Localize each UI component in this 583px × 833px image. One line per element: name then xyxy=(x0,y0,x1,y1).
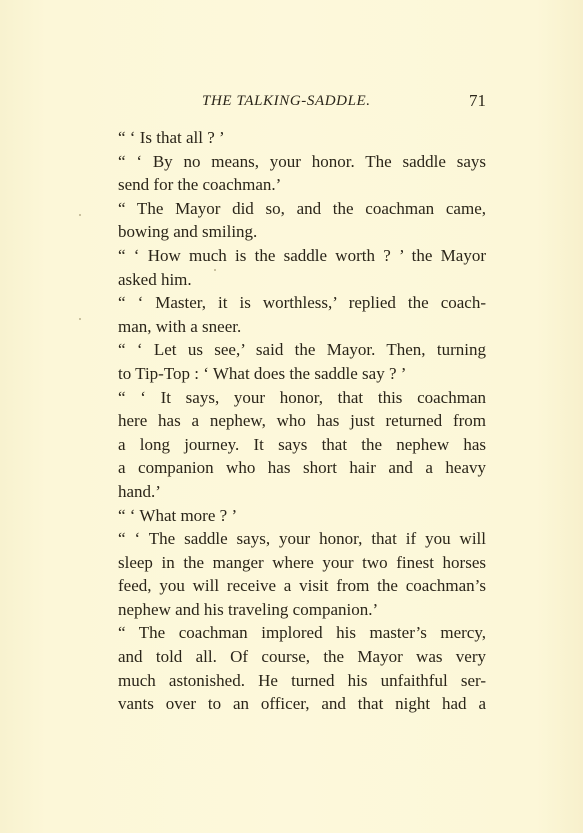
paper-speck xyxy=(214,269,216,271)
text-line: “ ‘ How much is the saddle worth ? ’ the Mayor xyxy=(118,245,486,265)
text-line: “ ‘ By no means, your honor. The saddle says xyxy=(118,151,486,171)
text-line: bowing and smiling. xyxy=(118,222,258,242)
text-line: sleep in the manger where your two finest horses xyxy=(118,552,486,572)
text-line: “ ‘ Let us see,’ said the Mayor. Then, turning xyxy=(118,340,486,360)
text-line: “ ‘ The saddle says, your honor, that if you will xyxy=(118,529,486,549)
text-line: nephew and his traveling companion.’ xyxy=(118,599,379,619)
paper-speck xyxy=(79,318,81,320)
text-line: “ ‘ What more ? ’ xyxy=(118,505,238,525)
text-line: man, with a sneer. xyxy=(118,316,242,336)
text-line: to Tip-Top : ‘ What does the saddle say ? ’ xyxy=(118,363,407,383)
text-line: feed, you will receive a visit from the coachman’s xyxy=(118,576,486,596)
text-line: asked him. xyxy=(118,269,192,289)
body-text xyxy=(118,126,486,716)
page-number: 71 xyxy=(469,91,486,110)
text-line: send for the coachman.’ xyxy=(118,175,282,195)
text-line: much astonished. He turned his unfaithful ser- xyxy=(118,670,486,690)
text-line: a long journey. It says that the nephew has xyxy=(118,434,486,454)
page-header xyxy=(118,93,486,115)
text-line: “ ‘ Master, it is worthless,’ replied the coach- xyxy=(118,293,486,313)
text-line: vants over to an officer, and that night had a xyxy=(118,694,486,714)
text-line: and told all. Of course, the Mayor was very xyxy=(118,647,486,667)
text-line: a companion who has short hair and a heavy xyxy=(118,458,486,478)
text-line: hand.’ xyxy=(118,481,161,501)
text-line: here has a nephew, who has just returned from xyxy=(118,411,486,431)
text-line: “ ‘ It says, your honor, that this coachman xyxy=(118,387,486,407)
running-title: THE TALKING-SADDLE. xyxy=(202,93,371,109)
paper-speck xyxy=(79,214,81,216)
text-line: “ The coachman implored his master’s mercy, xyxy=(118,623,486,643)
text-line: “ The Mayor did so, and the coachman came, xyxy=(118,198,486,218)
text-line: “ ‘ Is that all ? ’ xyxy=(118,128,225,147)
